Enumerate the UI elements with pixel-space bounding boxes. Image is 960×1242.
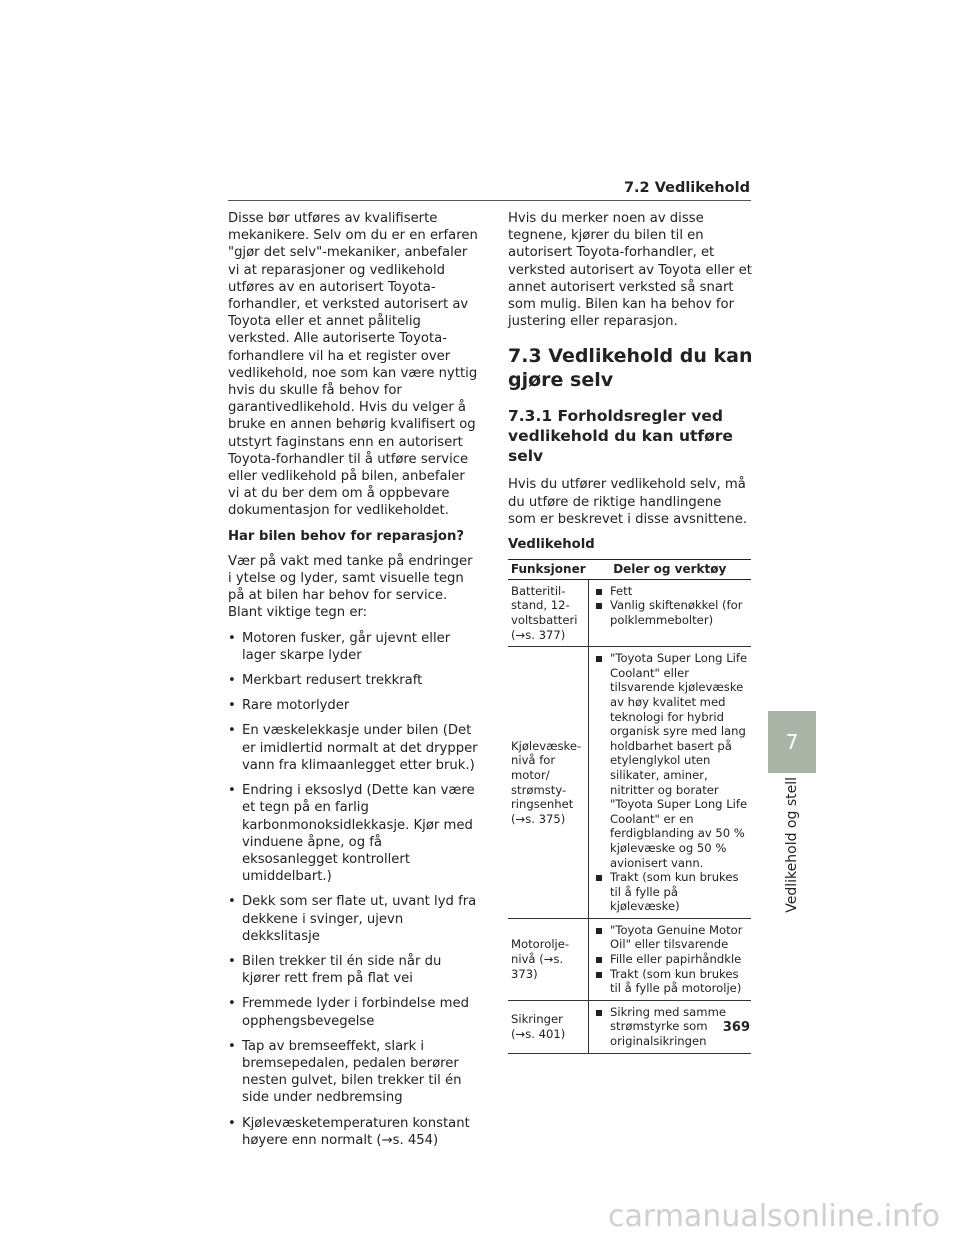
watermark: carmanualsonline.info bbox=[608, 1199, 940, 1234]
list-item: • Tap av bremseeffekt, slark i bremsepedalen, pedalen berører nesten gulvet, bilen trekker til én side under nedbremsing bbox=[228, 1038, 478, 1107]
list-item: Fille eller papirhåndkle bbox=[592, 952, 749, 967]
left-column bbox=[228, 210, 478, 1157]
table-row bbox=[508, 647, 751, 919]
table-cell-function: Batteritil-stand, 12-voltsbatteri (→s. 377) bbox=[508, 579, 589, 646]
table-caption: Vedlikehold bbox=[508, 537, 595, 553]
page-section-title: 7.2 Vedlikehold bbox=[623, 180, 750, 196]
table-header-row bbox=[508, 560, 751, 580]
list-item: • Rare motorlyder bbox=[228, 697, 478, 714]
list-item: Vanlig skiftenøkkel (for polklemmebolter) bbox=[592, 598, 749, 627]
chapter-side-label bbox=[762, 777, 822, 913]
right-column bbox=[508, 210, 753, 1054]
table-cell-function: Kjølevæske-nivå for motor/ strømsty-ringsenhet (→s. 375) bbox=[508, 647, 589, 919]
intro-paragraph: Disse bør utføres av kvalifiserte mekanikere. Selv om du er en erfaren "gjør det selv"-mekaniker, anbefaler vi at reparasjoner og vedlikehold utføres av en autorisert Toyota-forhandler, et verksted autorisert av Toyota eller et annet pålitelig verksted. Alle autoriserte Toyota-forhandlere vil ha et register over vedlikehold, noe som kan være nyttig hvis du skulle få behov for garantivedlikehold. Hvis du velger å bruke en annen behørig kvalifisert og utstyrt faginstans enn en autorisert Toyota-forhandler til å utføre service eller vedlikehold på bilen, anbefaler vi at du ber dem om å oppbevare dokumentasjon for vedlikeholdet. bbox=[228, 211, 478, 519]
list-item: Trakt (som kun brukes til å fylle på kjølevæske) bbox=[592, 870, 749, 914]
right-intro-paragraph: Hvis du merker noen av disse tegnene, kjører du bilen til en autorisert Toyota-forhandler, et verksted autorisert av Toyota eller et annet autorisert verksted så snart som mulig. Bilen kan ha behov for justering eller reparasjon. bbox=[508, 211, 752, 330]
chapter-side-label-text: Vedlikehold og stell bbox=[784, 777, 800, 913]
chapter-tab: 7 bbox=[768, 711, 816, 773]
list-item: • Motoren fusker, går ujevnt eller lager skarpe lyder bbox=[228, 630, 478, 664]
page-number: 369 bbox=[722, 1020, 750, 1035]
table-header-cell: Deler og verktøy bbox=[589, 560, 752, 580]
table-row bbox=[508, 579, 751, 646]
list-item: Trakt (som kun brukes til å fylle på motorolje) bbox=[592, 967, 749, 996]
list-item: • Endring i eksoslyd (Dette kan være et tegn på en farlig karbonmonoksidlekkasje. Kjør med vinduene åpne, og få eksosanlegget kontrollert umiddelbart.) bbox=[228, 782, 478, 885]
maintenance-table bbox=[508, 559, 751, 1053]
table-cell-items bbox=[589, 647, 752, 919]
table-header-cell: Funksjoner bbox=[508, 560, 589, 580]
list-item: • Merkbart redusert trekkraft bbox=[228, 672, 478, 689]
header-divider bbox=[228, 200, 751, 201]
list-item: "Toyota Genuine Motor Oil" eller tilsvarende bbox=[592, 923, 749, 952]
table-cell-function: Sikringer (→s. 401) bbox=[508, 1000, 589, 1053]
table-cell-function: Motorolje-nivå (→s. 373) bbox=[508, 918, 589, 1000]
subsection-paragraph: Hvis du utfører vedlikehold selv, må du utføre de riktige handlingene som er beskrevet i disse avsnittene. bbox=[508, 477, 748, 527]
signs-bullet-list bbox=[228, 630, 478, 1149]
list-item: • Dekk som ser flate ut, uvant lyd fra dekkene i svinger, ujevn dekkslitasje bbox=[228, 893, 478, 945]
list-item: Fett bbox=[592, 584, 749, 599]
table-cell-items bbox=[589, 918, 752, 1000]
table-row bbox=[508, 1000, 751, 1053]
subsection-heading: 7.3.1 Forholdsregler ved vedlikehold du kan utføre selv bbox=[508, 407, 733, 466]
table-cell-items bbox=[589, 579, 752, 646]
section-heading: 7.3 Vedlikehold du kan gjøre selv bbox=[508, 345, 753, 392]
list-item: Sikring med samme strømstyrke som originalsikringen bbox=[592, 1005, 749, 1049]
list-item: "Toyota Super Long Life Coolant" eller tilsvarende kjølevæske av høy kvalitet med teknologi for hybrid organisk syre med lang holdbarhet basert på etylenglykol uten silikater, aminer, nitritter og borater "Toyota Super Long Life Coolant" er en ferdigblanding av 50 % kjølevæske og 50 % avionisert vann. bbox=[592, 651, 749, 870]
list-item: • Kjølevæsketemperaturen konstant høyere enn normalt (→s. 454) bbox=[228, 1115, 478, 1149]
table-row bbox=[508, 918, 751, 1000]
repair-subheading: Har bilen behov for reparasjon? bbox=[228, 528, 465, 544]
list-item: • Fremmede lyder i forbindelse med opphengsbevegelse bbox=[228, 995, 478, 1029]
list-item: • En væskelekkasje under bilen (Det er imidlertid normalt at det drypper vann fra klimaanlegget etter bruk.) bbox=[228, 722, 478, 774]
signs-lead-paragraph: Vær på vakt med tanke på endringer i ytelse og lyder, samt visuelle tegn på at bilen har behov for service. Blant viktige tegn er: bbox=[228, 553, 473, 621]
list-item: • Bilen trekker til én side når du kjører rett frem på flat vei bbox=[228, 953, 478, 987]
